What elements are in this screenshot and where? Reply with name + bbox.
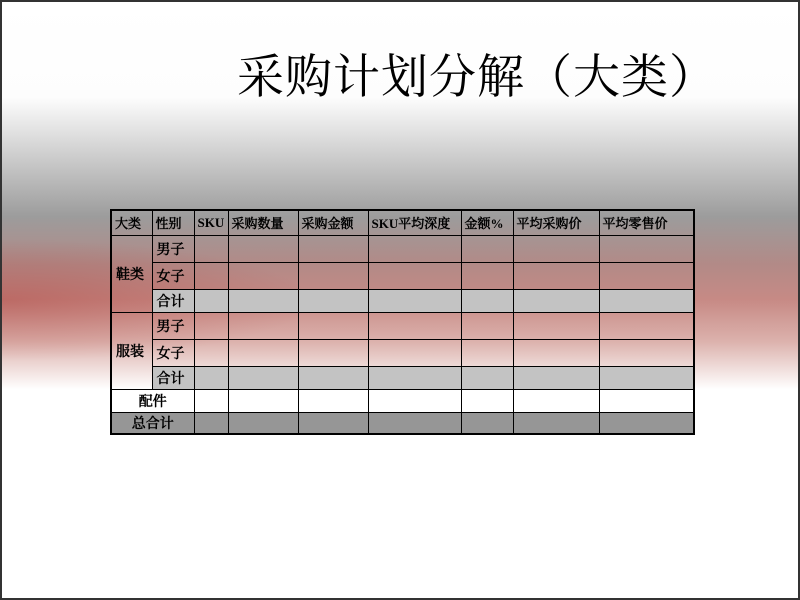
empty-data-cell [228,235,298,262]
empty-data-cell [194,289,228,312]
table-row-apparel-subtotal [111,366,694,389]
empty-data-cell [461,289,513,312]
row-label-men: 男子 [152,235,194,262]
empty-data-cell [194,366,228,389]
empty-data-cell [298,339,368,366]
empty-data-cell [513,412,599,434]
empty-data-cell [368,339,461,366]
empty-data-cell [599,339,694,366]
empty-data-cell [298,262,368,289]
empty-data-cell [298,312,368,339]
empty-data-cell [194,235,228,262]
column-header-avg-purchase-price: 平均采购价 [513,210,599,235]
row-group-shoes: 鞋类 [111,235,152,312]
empty-data-cell [513,289,599,312]
empty-data-cell [298,366,368,389]
empty-data-cell [194,312,228,339]
table-row-grand-total [111,412,694,434]
column-header-amount-pct: 金额% [461,210,513,235]
empty-data-cell [513,312,599,339]
empty-data-cell [368,366,461,389]
empty-data-cell [513,262,599,289]
column-header-sku: SKU [194,210,228,235]
row-label-subtotal: 合计 [152,289,194,312]
empty-data-cell [298,289,368,312]
table-header-row [111,210,694,235]
empty-data-cell [599,289,694,312]
empty-data-cell [461,262,513,289]
empty-data-cell [368,289,461,312]
empty-data-cell [513,339,599,366]
empty-data-cell [228,262,298,289]
empty-data-cell [513,366,599,389]
empty-data-cell [461,389,513,412]
empty-data-cell [228,312,298,339]
row-label-subtotal: 合计 [152,366,194,389]
empty-data-cell [228,289,298,312]
empty-data-cell [368,262,461,289]
row-label-grand-total: 总合计 [111,412,194,434]
empty-data-cell [599,366,694,389]
table-row-shoes-women [111,262,694,289]
slide-title: 采购计划分解（大类） [237,52,717,104]
empty-data-cell [368,312,461,339]
row-label-women: 女子 [152,262,194,289]
empty-data-cell [228,366,298,389]
empty-data-cell [599,312,694,339]
empty-data-cell [228,412,298,434]
row-label-accessories: 配件 [111,389,194,412]
column-header-category: 大类 [111,210,152,235]
empty-data-cell [513,235,599,262]
table-row-apparel-women [111,339,694,366]
empty-data-cell [461,235,513,262]
empty-data-cell [298,235,368,262]
row-group-apparel: 服装 [111,312,152,389]
table-row-accessories [111,389,694,412]
purchase-plan-table [110,209,695,435]
row-label-men: 男子 [152,312,194,339]
empty-data-cell [228,389,298,412]
empty-data-cell [194,389,228,412]
row-label-women: 女子 [152,339,194,366]
empty-data-cell [194,339,228,366]
empty-data-cell [599,262,694,289]
empty-data-cell [461,312,513,339]
column-header-avg-retail-price: 平均零售价 [599,210,694,235]
empty-data-cell [461,412,513,434]
table-row-apparel-men [111,312,694,339]
column-header-purchase-qty: 采购数量 [228,210,298,235]
empty-data-cell [194,262,228,289]
column-header-sku-avg-depth: SKU平均深度 [368,210,461,235]
column-header-gender: 性别 [152,210,194,235]
table-row-shoes-men [111,235,694,262]
column-header-purchase-amt: 采购金额 [298,210,368,235]
empty-data-cell [368,389,461,412]
empty-data-cell [368,235,461,262]
empty-data-cell [461,366,513,389]
empty-data-cell [228,339,298,366]
empty-data-cell [599,412,694,434]
empty-data-cell [298,412,368,434]
empty-data-cell [599,235,694,262]
empty-data-cell [368,412,461,434]
empty-data-cell [194,412,228,434]
empty-data-cell [513,389,599,412]
empty-data-cell [298,389,368,412]
empty-data-cell [461,339,513,366]
empty-data-cell [599,389,694,412]
table-row-shoes-subtotal [111,289,694,312]
